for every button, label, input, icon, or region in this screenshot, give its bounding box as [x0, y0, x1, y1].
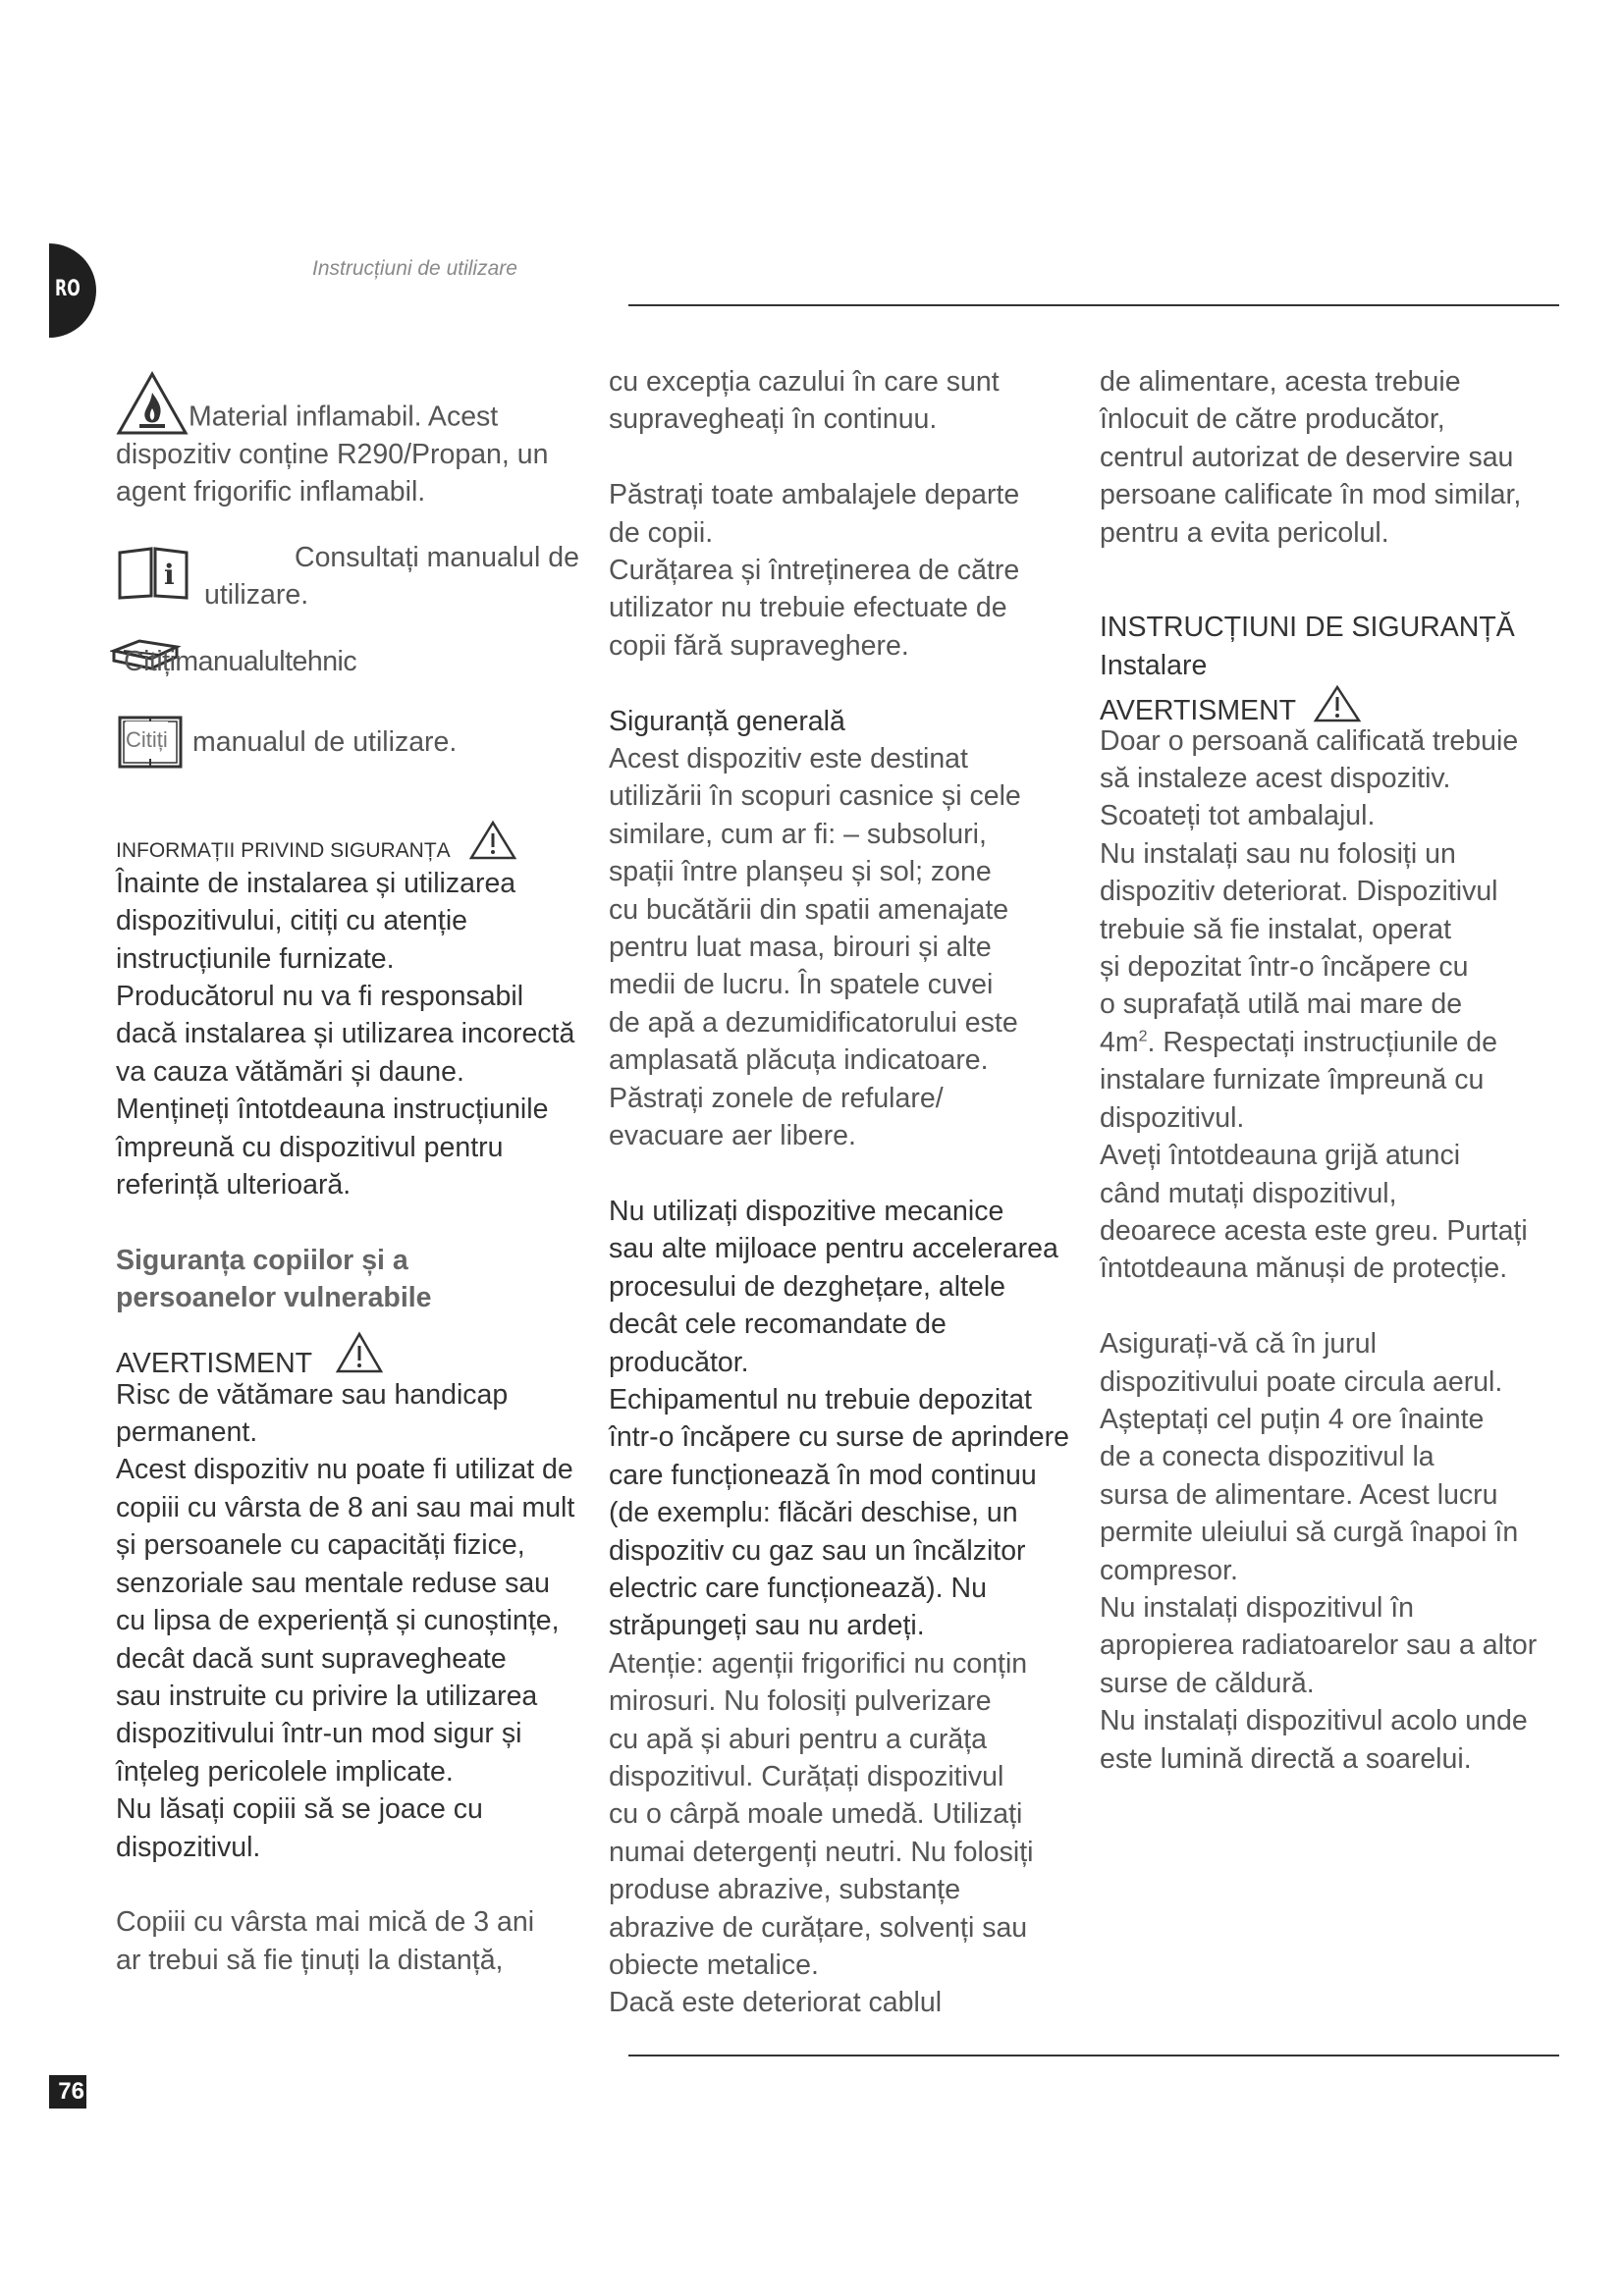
footer-divider	[628, 2055, 1559, 2056]
area-rest: . Respectați instrucțiunile de	[1147, 1026, 1497, 1058]
text-line: străpungeți sau nu ardeți.	[609, 1610, 925, 1642]
read-manual-text: manualul de utilizare.	[192, 725, 458, 758]
text-line: dispozitiv deteriorat. Dispozitivul	[1100, 876, 1498, 908]
text-line: Doar o persoană calificată trebuie	[1100, 724, 1519, 757]
warning-line: dispozitivul.	[116, 1831, 261, 1863]
page-header-title: Instrucțiuni de utilizare	[312, 257, 517, 280]
text-line: care funcționează în mod continuu	[609, 1459, 1037, 1491]
safety-line: dacă instalarea și utilizarea incorectă	[116, 1018, 575, 1050]
text-line: și depozitat într-o încăpere cu	[1100, 951, 1469, 984]
consult-manual-line-1: Consultați manualul de	[295, 541, 579, 573]
safety-line: împreună cu dispozitivul pentru	[116, 1131, 504, 1163]
safety-instructions-heading: INSTRUCȚIUNI DE SIGURANȚĂ	[1100, 612, 1515, 644]
children-age-line: ar trebui să fie ținuți la distanță,	[116, 1944, 504, 1976]
area-exponent: 2	[1138, 1028, 1148, 1045]
column-right	[1100, 363, 1571, 1778]
text-line: produse abrazive, substanțe	[609, 1874, 961, 1906]
warning-line: decât dacă sunt supravegheate	[116, 1642, 507, 1675]
language-tab-label: RO	[55, 277, 81, 301]
text-line: cu excepția cazului în care sunt	[609, 366, 1000, 398]
text-line: persoane calificate în mod similar,	[1100, 479, 1522, 511]
read-manual-icon-label: Citiți	[126, 721, 168, 759]
text-line: permite uleiului să curgă înapoi în	[1100, 1517, 1519, 1549]
area-value: 4m	[1100, 1026, 1139, 1058]
text-line: Aveți întotdeauna grijă atunci	[1100, 1140, 1461, 1172]
safety-line: Înainte de instalarea și utilizarea	[116, 867, 516, 899]
text-line: surse de căldură.	[1100, 1667, 1315, 1699]
text-line: numai detergenți neutri. Nu folosiți	[609, 1836, 1034, 1868]
warning-line: senzoriale sau mentale reduse sau	[116, 1567, 551, 1599]
text-line: într-o încăpere cu surse de aprindere	[609, 1421, 1069, 1454]
warning-line: înțeleg pericolele implicate.	[116, 1755, 454, 1788]
text-line: Păstrați toate ambalajele departe	[609, 479, 1020, 511]
text-line: similare, cum ar fi: – subsoluri,	[609, 818, 987, 850]
text-line: Nu instalați dispozitivul acolo unde	[1100, 1705, 1528, 1737]
warning-label: AVERTISMENT	[1100, 695, 1296, 727]
text-line: pentru a evita pericolul.	[1100, 516, 1389, 549]
text-line: centrul autorizat de deservire sau	[1100, 441, 1514, 473]
text-line: compresor.	[1100, 1554, 1238, 1586]
safety-line: va cauza vătămări și daune.	[116, 1055, 464, 1088]
safety-info-heading: INFORMAȚII PRIVIND SIGURANȚA	[116, 838, 451, 862]
text-line: Dacă este deteriorat cablul	[609, 1987, 943, 2019]
text-line: utilizator nu trebuie efectuate de	[609, 592, 1007, 624]
text-line: pentru luat masa, birouri și alte	[609, 932, 992, 964]
text-line: electric care funcționează). Nu	[609, 1572, 987, 1604]
text-line: dispozitivul.	[1100, 1101, 1245, 1134]
warning-line: permanent.	[116, 1416, 258, 1449]
info-manual-icon	[116, 545, 190, 600]
text-line: Asigurați-vă că în jurul	[1100, 1328, 1377, 1361]
text-line: cu apă și aburi pentru a curăța	[609, 1723, 987, 1755]
text-line: Acest dispozitiv este destinat	[609, 743, 968, 775]
warning-label: AVERTISMENT	[116, 1347, 312, 1379]
text-line: deoarece acesta este greu. Purtați	[1100, 1214, 1528, 1247]
text-line: dispozitivului poate circula aerul.	[1100, 1365, 1503, 1398]
text-line: utilizării în scopuri casnice și cele	[609, 780, 1021, 813]
text-line: sursa de alimentare. Acest lucru	[1100, 1478, 1498, 1511]
text-line: Curățarea și întreținerea de către	[609, 555, 1020, 587]
safety-line: dispozitivului, citiți cu atenție	[116, 905, 468, 937]
text-line: Păstrați zonele de refulare/	[609, 1082, 944, 1114]
text-line: o suprafață utilă mai mare de	[1100, 988, 1463, 1021]
warning-triangle-icon	[335, 1331, 384, 1374]
text-line: supravegheați în continuu.	[609, 403, 938, 436]
text-line: medii de lucru. În spatele cuvei	[609, 969, 994, 1001]
text-line: abrazive de curățare, solvenți sau	[609, 1911, 1028, 1944]
text-line: dispozitivul. Curățați dispozitivul	[609, 1760, 1004, 1792]
column-middle	[609, 363, 1090, 2022]
text-line: Așteptați cel puțin 4 ore înainte	[1100, 1403, 1485, 1435]
text-line: când mutați dispozitivul,	[1100, 1177, 1397, 1209]
installation-label: Instalare	[1100, 649, 1208, 681]
warning-line: cu lipsa de experiență și cunoștințe,	[116, 1605, 560, 1637]
flammable-warning-icon	[116, 371, 189, 436]
flammable-text-line-2: dispozitiv conține R290/Propan, un	[116, 439, 549, 470]
area-line	[1100, 1024, 1571, 1061]
text-line: cu o cârpă moale umedă. Utilizați	[609, 1798, 1023, 1831]
text-line: întotdeauna mănuși de protecție.	[1100, 1253, 1508, 1285]
warning-line: copiii cu vârsta de 8 ani sau mai mult	[116, 1491, 575, 1523]
text-line: obiecte metalice.	[609, 1949, 819, 1982]
warning-line: Nu lăsați copiii să se joace cu	[116, 1793, 483, 1826]
warning-line: Risc de vătămare sau handicap	[116, 1378, 509, 1411]
text-line: apropierea radiatoarelor sau a altor	[1100, 1629, 1538, 1662]
page-number: 76	[49, 2075, 86, 2109]
text-line: să instaleze acest dispozitiv.	[1100, 763, 1451, 795]
technical-manual-text: Citițimanualultehnic	[124, 645, 357, 677]
text-line: de alimentare, acesta trebuie	[1100, 366, 1461, 398]
warning-triangle-icon	[468, 820, 517, 861]
children-age-line: Copiii cu vârsta mai mică de 3 ani	[116, 1906, 535, 1939]
text-line: evacuare aer libere.	[609, 1120, 856, 1152]
language-tab	[49, 243, 96, 338]
text-line: instalare furnizate împreună cu	[1100, 1064, 1485, 1096]
text-line: Nu instalați dispozitivul în	[1100, 1591, 1414, 1624]
warning-line: Acest dispozitiv nu poate fi utilizat de	[116, 1454, 573, 1486]
text-line: spații între planșeu și sol; zone	[609, 856, 992, 888]
text-line: dispozitiv cu gaz sau un încălzitor	[609, 1534, 1026, 1567]
text-line: amplasată plăcuța indicatoare.	[609, 1044, 989, 1077]
text-line: producător.	[609, 1346, 749, 1378]
warning-line: dispozitivului într-un mod sigur și	[116, 1718, 522, 1750]
text-line: de copii.	[609, 516, 714, 549]
text-line: Scoateți tot ambalajul.	[1100, 800, 1376, 832]
consult-manual-line-2: utilizare.	[204, 578, 309, 611]
safety-line: instrucțiunile furnizate.	[116, 942, 395, 975]
safety-line: referință ulterioară.	[116, 1169, 352, 1201]
text-line: trebuie să fie instalat, operat	[1100, 913, 1452, 945]
text-line: este lumină directă a soarelui.	[1100, 1742, 1472, 1775]
text-line: (de exemplu: flăcări deschise, un	[609, 1497, 1018, 1529]
warning-line: sau instruite cu privire la utilizarea	[116, 1680, 538, 1712]
children-safety-heading-2: persoanelor vulnerabile	[116, 1282, 432, 1314]
text-line: mirosuri. Nu folosiți pulverizare	[609, 1685, 992, 1718]
text-line: de a conecta dispozitivul la	[1100, 1441, 1435, 1473]
children-safety-heading-1: Siguranța copiilor și a	[116, 1244, 408, 1276]
column-left	[116, 363, 607, 1979]
svg-text:i: i	[164, 558, 175, 591]
text-line: Nu instalați sau nu folosiți un	[1100, 837, 1456, 870]
text-line: sau alte mijloace pentru accelerarea	[609, 1233, 1058, 1265]
safety-line: Mențineți întotdeauna instrucțiunile	[116, 1094, 549, 1126]
general-safety-heading: Siguranță generală	[609, 705, 845, 737]
safety-line: Producătorul nu va fi responsabil	[116, 981, 524, 1013]
text-line: Nu utilizați dispozitive mecanice	[609, 1195, 1004, 1227]
text-line: procesului de dezghețare, altele	[609, 1270, 1006, 1303]
text-line: Atenție: agenții frigorifici nu conțin	[609, 1647, 1028, 1680]
flammable-text-line-3: agent frigorific inflamabil.	[116, 476, 426, 508]
flammable-text-line-1: Material inflamabil. Acest	[189, 400, 499, 433]
text-line: de apă a dezumidificatorului este	[609, 1006, 1018, 1039]
text-line: decât cele recomandate de	[609, 1308, 947, 1341]
text-line: Echipamentul nu trebuie depozitat	[609, 1383, 1032, 1415]
header-divider	[628, 304, 1559, 306]
warning-line: și persoanele cu capacități fizice,	[116, 1529, 525, 1562]
text-line: cu bucătării din spatii amenajate	[609, 893, 1009, 926]
text-line: copii fără supraveghere.	[609, 629, 909, 662]
warning-triangle-icon	[1313, 684, 1362, 723]
text-line: înlocuit de către producător,	[1100, 403, 1445, 436]
